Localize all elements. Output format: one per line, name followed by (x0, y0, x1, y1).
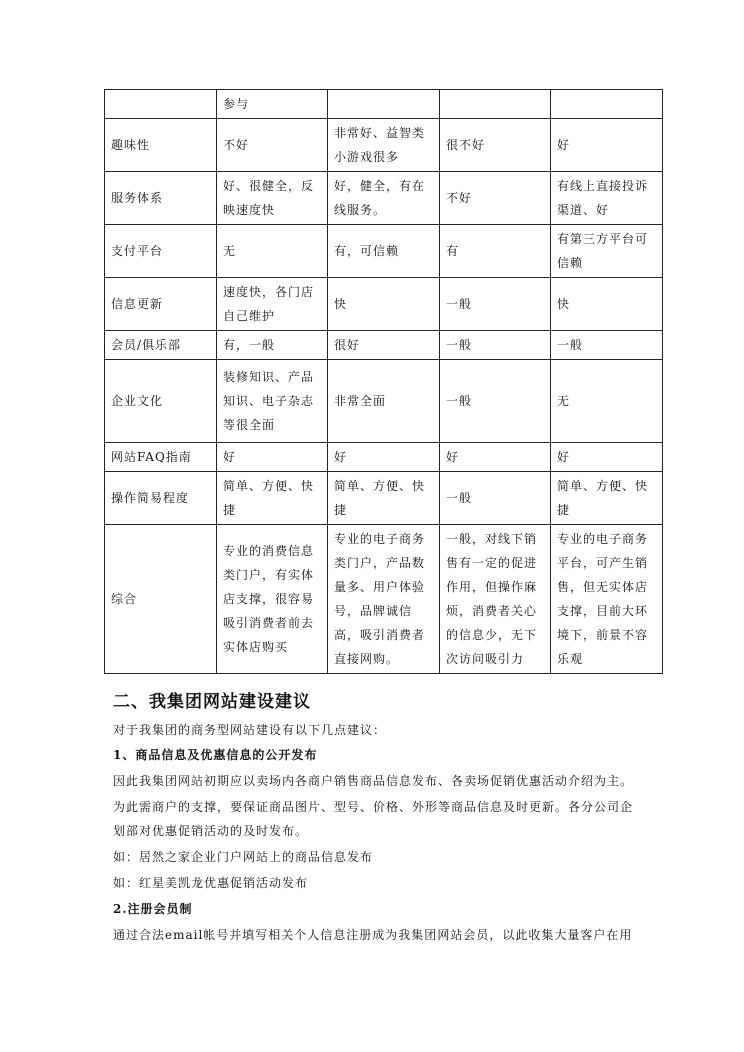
table-cell: 一般 (440, 360, 551, 443)
table-cell: 有，一般 (217, 331, 328, 360)
table-row (105, 331, 663, 360)
table-row (105, 225, 663, 278)
table-cell: 不好 (440, 172, 551, 225)
table-cell: 快 (328, 278, 440, 331)
table-cell: 无 (551, 360, 663, 443)
table-cell: 很好 (328, 331, 440, 360)
table-cell: 快 (551, 278, 663, 331)
section-heading: 二、我集团网站建设建议 (113, 692, 311, 712)
table-row (105, 278, 663, 331)
comparison-table-body (105, 90, 663, 674)
table-row (105, 172, 663, 225)
table-cell: 装修知识、产品知识、电子杂志等很全面 (217, 360, 328, 443)
item1-paragraph-1: 因此我集团网站初期应以卖场内各商户销售商品信息发布、各卖场促销优惠活动介绍为主。 (113, 774, 634, 788)
table-cell: 非常全面 (328, 360, 440, 443)
table-row (105, 443, 663, 472)
table-cell: 有 (440, 225, 551, 278)
intro-paragraph: 对于我集团的商务型网站建设有以下几点建议： (113, 723, 387, 737)
table-cell: 好 (551, 119, 663, 172)
table-cell: 不好 (217, 119, 328, 172)
item1-paragraph-2: 为此需商户的支撑，要保证商品图片、型号、价格、外形等商品信息及时更新。各分公司企划部对优惠促销活动的及时发布。 (113, 800, 634, 838)
table-cell: 一般 (551, 331, 663, 360)
table-cell: 简单、方便、快捷 (551, 472, 663, 525)
table-row (105, 360, 663, 443)
table-cell (440, 90, 551, 119)
item2-title: 2.注册会员制 (113, 902, 193, 916)
table-cell (551, 90, 663, 119)
row-label (105, 90, 217, 119)
table-cell: 非常好、益智类小游戏很多 (328, 119, 440, 172)
table-cell: 专业的电子商务类门户，产品数量多、用户体验号，品牌诚信高，吸引消费者直接网购。 (328, 525, 440, 674)
table-row (105, 472, 663, 525)
table-cell: 一般 (440, 278, 551, 331)
table-cell: 有第三方平台可信赖 (551, 225, 663, 278)
row-label: 信息更新 (105, 278, 217, 331)
row-label: 综合 (105, 525, 217, 674)
table-cell: 参与 (217, 90, 328, 119)
table-cell: 有，可信赖 (328, 225, 440, 278)
table-cell: 好 (217, 443, 328, 472)
table-row (105, 119, 663, 172)
row-label: 网站FAQ指南 (105, 443, 217, 472)
table-cell: 专业的电子商务平台，可产生销售，但无实体店支撑，目前大环境下，前景不容乐观 (551, 525, 663, 674)
table-row (105, 525, 663, 674)
item2-paragraph: 通过合法email帐号并填写相关个人信息注册成为我集团网站会员，以此收集大量客户在用 (113, 928, 633, 942)
table-cell: 简单、方便、快捷 (328, 472, 440, 525)
row-label: 支付平台 (105, 225, 217, 278)
table-cell (328, 90, 440, 119)
table-cell: 很不好 (440, 119, 551, 172)
table-cell: 好 (551, 443, 663, 472)
table-cell: 一般，对线下销售有一定的促进作用，但操作麻烦，消费者关心的信息少，无下次访问吸引力 (440, 525, 551, 674)
table-cell: 有线上直接投诉渠道、好 (551, 172, 663, 225)
table-cell: 简单、方便、快捷 (217, 472, 328, 525)
table-cell: 好，健全，有在线服务。 (328, 172, 440, 225)
table-cell: 速度快，各门店自己维护 (217, 278, 328, 331)
table-row (105, 90, 663, 119)
comparison-table (104, 89, 663, 674)
example-1: 如：居然之家企业门户网站上的商品信息发布 (113, 850, 374, 864)
table-cell: 好 (328, 443, 440, 472)
example-2: 如：红星美凯龙优惠促销活动发布 (113, 876, 309, 890)
table-cell: 好 (440, 443, 551, 472)
row-label: 企业文化 (105, 360, 217, 443)
row-label: 趣味性 (105, 119, 217, 172)
row-label: 操作简易程度 (105, 472, 217, 525)
item1-title: 1、商品信息及优惠信息的公开发布 (113, 748, 318, 762)
row-label: 会员/俱乐部 (105, 331, 217, 360)
table-cell: 无 (217, 225, 328, 278)
table-cell: 一般 (440, 331, 551, 360)
row-label: 服务体系 (105, 172, 217, 225)
table-cell: 专业的消费信息类门户，有实体店支撑，很容易吸引消费者前去实体店购买 (217, 525, 328, 674)
table-cell: 好、很健全，反映速度快 (217, 172, 328, 225)
table-cell: 一般 (440, 472, 551, 525)
